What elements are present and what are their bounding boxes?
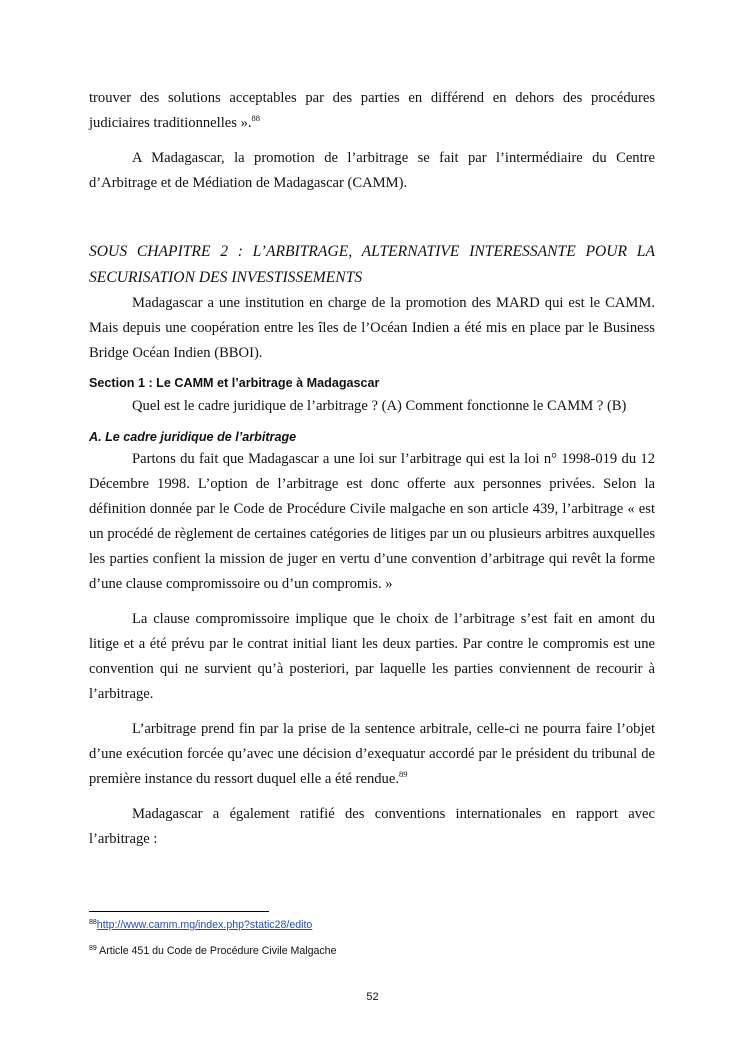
- footnote-88: [89, 917, 655, 933]
- paragraph-camm-intro: A Madagascar, la promotion de l’arbitrage se fait par l’intermédiaire du Centre d’Arbitrage et de Médiation de Madagascar (CAMM).: [89, 150, 655, 191]
- section-a-heading: A. Le cadre juridique de l’arbitrage: [89, 430, 297, 444]
- paragraph-conventions: Madagascar a également ratifié des conventions internationales en rapport avec l’arbitrage :: [89, 806, 655, 847]
- page-number: 52: [366, 991, 379, 1003]
- paragraph-text: trouver des solutions acceptables par des parties en différend en dehors des procédures judiciaires traditionnelles ».: [89, 90, 655, 131]
- footnote-89: [89, 943, 655, 959]
- footnote-divider: [89, 911, 269, 912]
- paragraph-loi: Partons du fait que Madagascar a une loi sur l’arbitrage qui est la loi n° 1998-019 du 12 Décembre 1998. L’option de l’arbitrage est donc offerte aux personnes privées. Selon la définition donnée par le Code de Procédure Civile malgache en son article 439, l’arbitrage « est un procédé de règlement de certaines catégories de litiges par un ou plusieurs arbitres auxquelles les parties confient la mission de juger en vertu d’une convention d’arbitrage qui revêt la forme d’une clause compromissoire ou d’un compromis. »: [89, 451, 655, 592]
- paragraph-clause: La clause compromissoire implique que le choix de l’arbitrage s’est fait en amont du litige et a été prévu par le contrat initial liant les deux parties. Par contre le compromis est une convention qui ne survient qu’à posteriori, par laquelle les parties conviennent de recourir à l’arbitrage.: [89, 611, 655, 702]
- footnote-text: Article 451 du Code de Procédure Civile Malgache: [96, 945, 337, 957]
- footnotes: [89, 911, 655, 969]
- paragraph-institution: Madagascar a une institution en charge de la promotion des MARD qui est le CAMM. Mais depuis une coopération entre les îles de l’Océan Indien a été mis en place par le Business Bridge Océan Indien (BBOI).: [89, 295, 655, 361]
- paragraph-sentence: [89, 717, 655, 792]
- section-1-heading: Section 1 : Le CAMM et l’arbitrage à Madagascar: [89, 376, 380, 390]
- footnote-ref-88[interactable]: 88: [251, 113, 261, 123]
- paragraph-continuation: [89, 86, 655, 136]
- page-body: [89, 86, 655, 852]
- paragraph-question: Quel est le cadre juridique de l’arbitrage ? (A) Comment fonctionne le CAMM ? (B): [132, 398, 627, 414]
- paragraph-text: L’arbitrage prend fin par la prise de la sentence arbitrale, celle-ci ne pourra faire l’objet d’une exécution forcée qu’avec une décision d’exequatur accordé par le président du tribunal de première instance du ressort duquel elle a été rendue.: [89, 721, 655, 787]
- footnote-88-link[interactable]: http://www.camm.mg/index.php?static28/edito: [96, 919, 313, 931]
- footnote-number: 89: [89, 945, 97, 952]
- footnote-number: 88: [89, 919, 97, 926]
- footnote-ref-89[interactable]: 89: [398, 769, 408, 779]
- sous-chapitre-heading: SOUS CHAPITRE 2 : L’ARBITRAGE, ALTERNATIVE INTERESSANTE POUR LA SECURISATION DES INVESTISSEMENTS: [89, 243, 655, 286]
